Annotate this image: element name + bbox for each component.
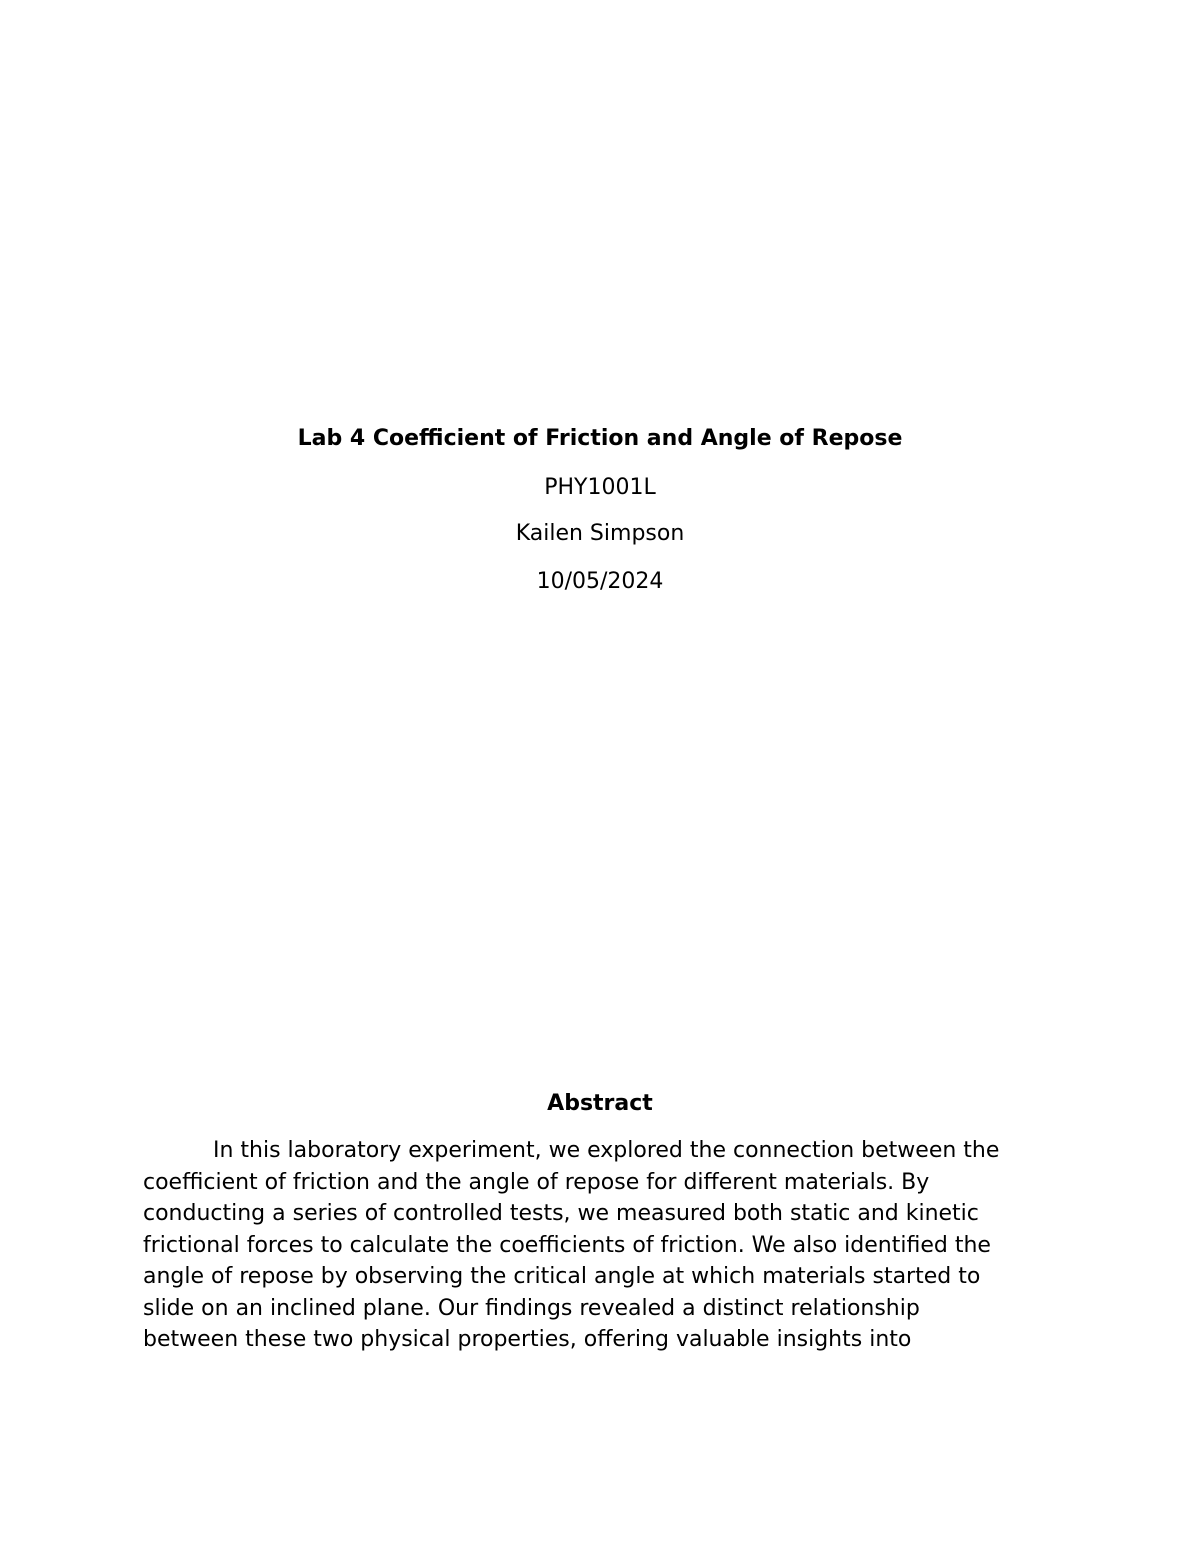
abstract-line: slide on an inclined plane. Our findings revealed a distinct relationship [143, 1295, 920, 1321]
abstract-line: In this laboratory experiment, we explored the connection between the [213, 1138, 1000, 1163]
author-name: Kailen Simpson [515, 521, 685, 546]
abstract-heading: Abstract [547, 1091, 653, 1116]
document-date: 10/05/2024 [536, 569, 664, 594]
page-title: Lab 4 Coefficient of Friction and Angle of Repose [297, 426, 903, 451]
abstract-line: angle of repose by observing the critical angle at which materials started to [143, 1264, 981, 1289]
abstract-line: coefficient of friction and the angle of repose for different materials. By [143, 1169, 930, 1195]
abstract-line: between these two physical properties, offering valuable insights into [143, 1327, 912, 1352]
abstract-line: conducting a series of controlled tests, we measured both static and kinetic [143, 1201, 979, 1226]
course-code: PHY1001L [544, 475, 656, 500]
abstract-line: frictional forces to calculate the coefficients of friction. We also identified the [143, 1232, 991, 1258]
abstract-body [143, 1135, 1073, 1356]
